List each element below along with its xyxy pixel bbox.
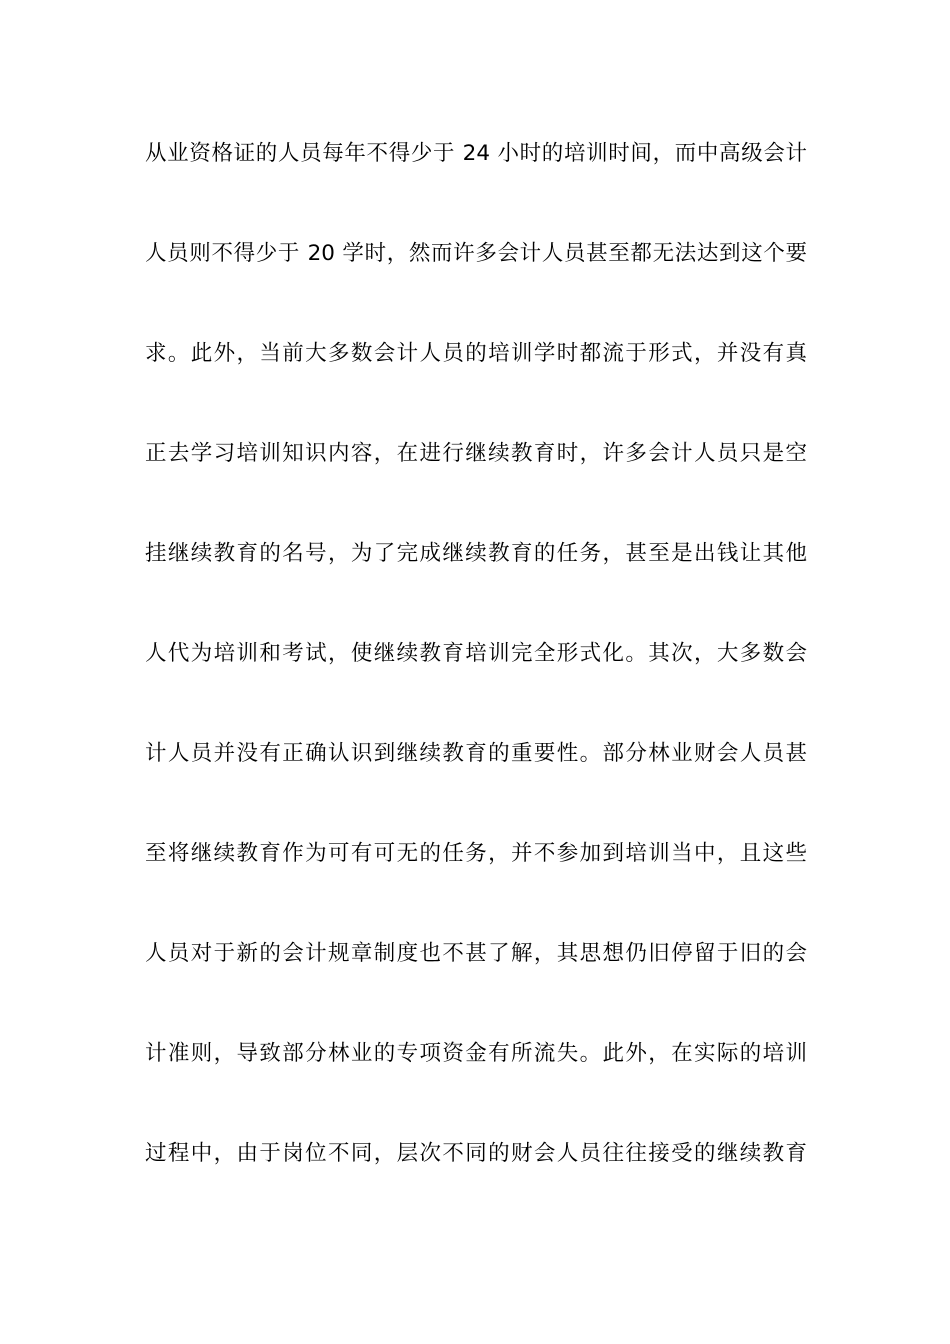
- text-line: 过程中，由于岗位不同，层次不同的财会人员往往接受的继续教育: [145, 1141, 807, 1166]
- body-paragraph: [145, 134, 807, 1234]
- text-line: 至将继续教育作为可有可无的任务，并不参加到培训当中，且这些: [145, 841, 807, 866]
- text-line: 挂继续教育的名号，为了完成继续教育的任务，甚至是出钱让其他: [145, 541, 807, 566]
- text-line: 求。此外，当前大多数会计人员的培训学时都流于形式，并没有真: [145, 341, 807, 366]
- text-line: 计人员并没有正确认识到继续教育的重要性。部分林业财会人员甚: [145, 741, 807, 766]
- text-line: 人员对于新的会计规章制度也不甚了解，其思想仍旧停留于旧的会: [145, 941, 807, 966]
- text-line: 人代为培训和考试，使继续教育培训完全形式化。其次，大多数会: [145, 641, 807, 666]
- text-line: 正去学习培训知识内容，在进行继续教育时，许多会计人员只是空: [145, 441, 807, 466]
- text-line: 从业资格证的人员每年不得少于 24 小时的培训时间，而中高级会计: [145, 141, 807, 166]
- text-line: 人员则不得少于 20 学时，然而许多会计人员甚至都无法达到这个要: [145, 241, 807, 266]
- text-line: 计准则，导致部分林业的专项资金有所流失。此外，在实际的培训: [145, 1041, 807, 1066]
